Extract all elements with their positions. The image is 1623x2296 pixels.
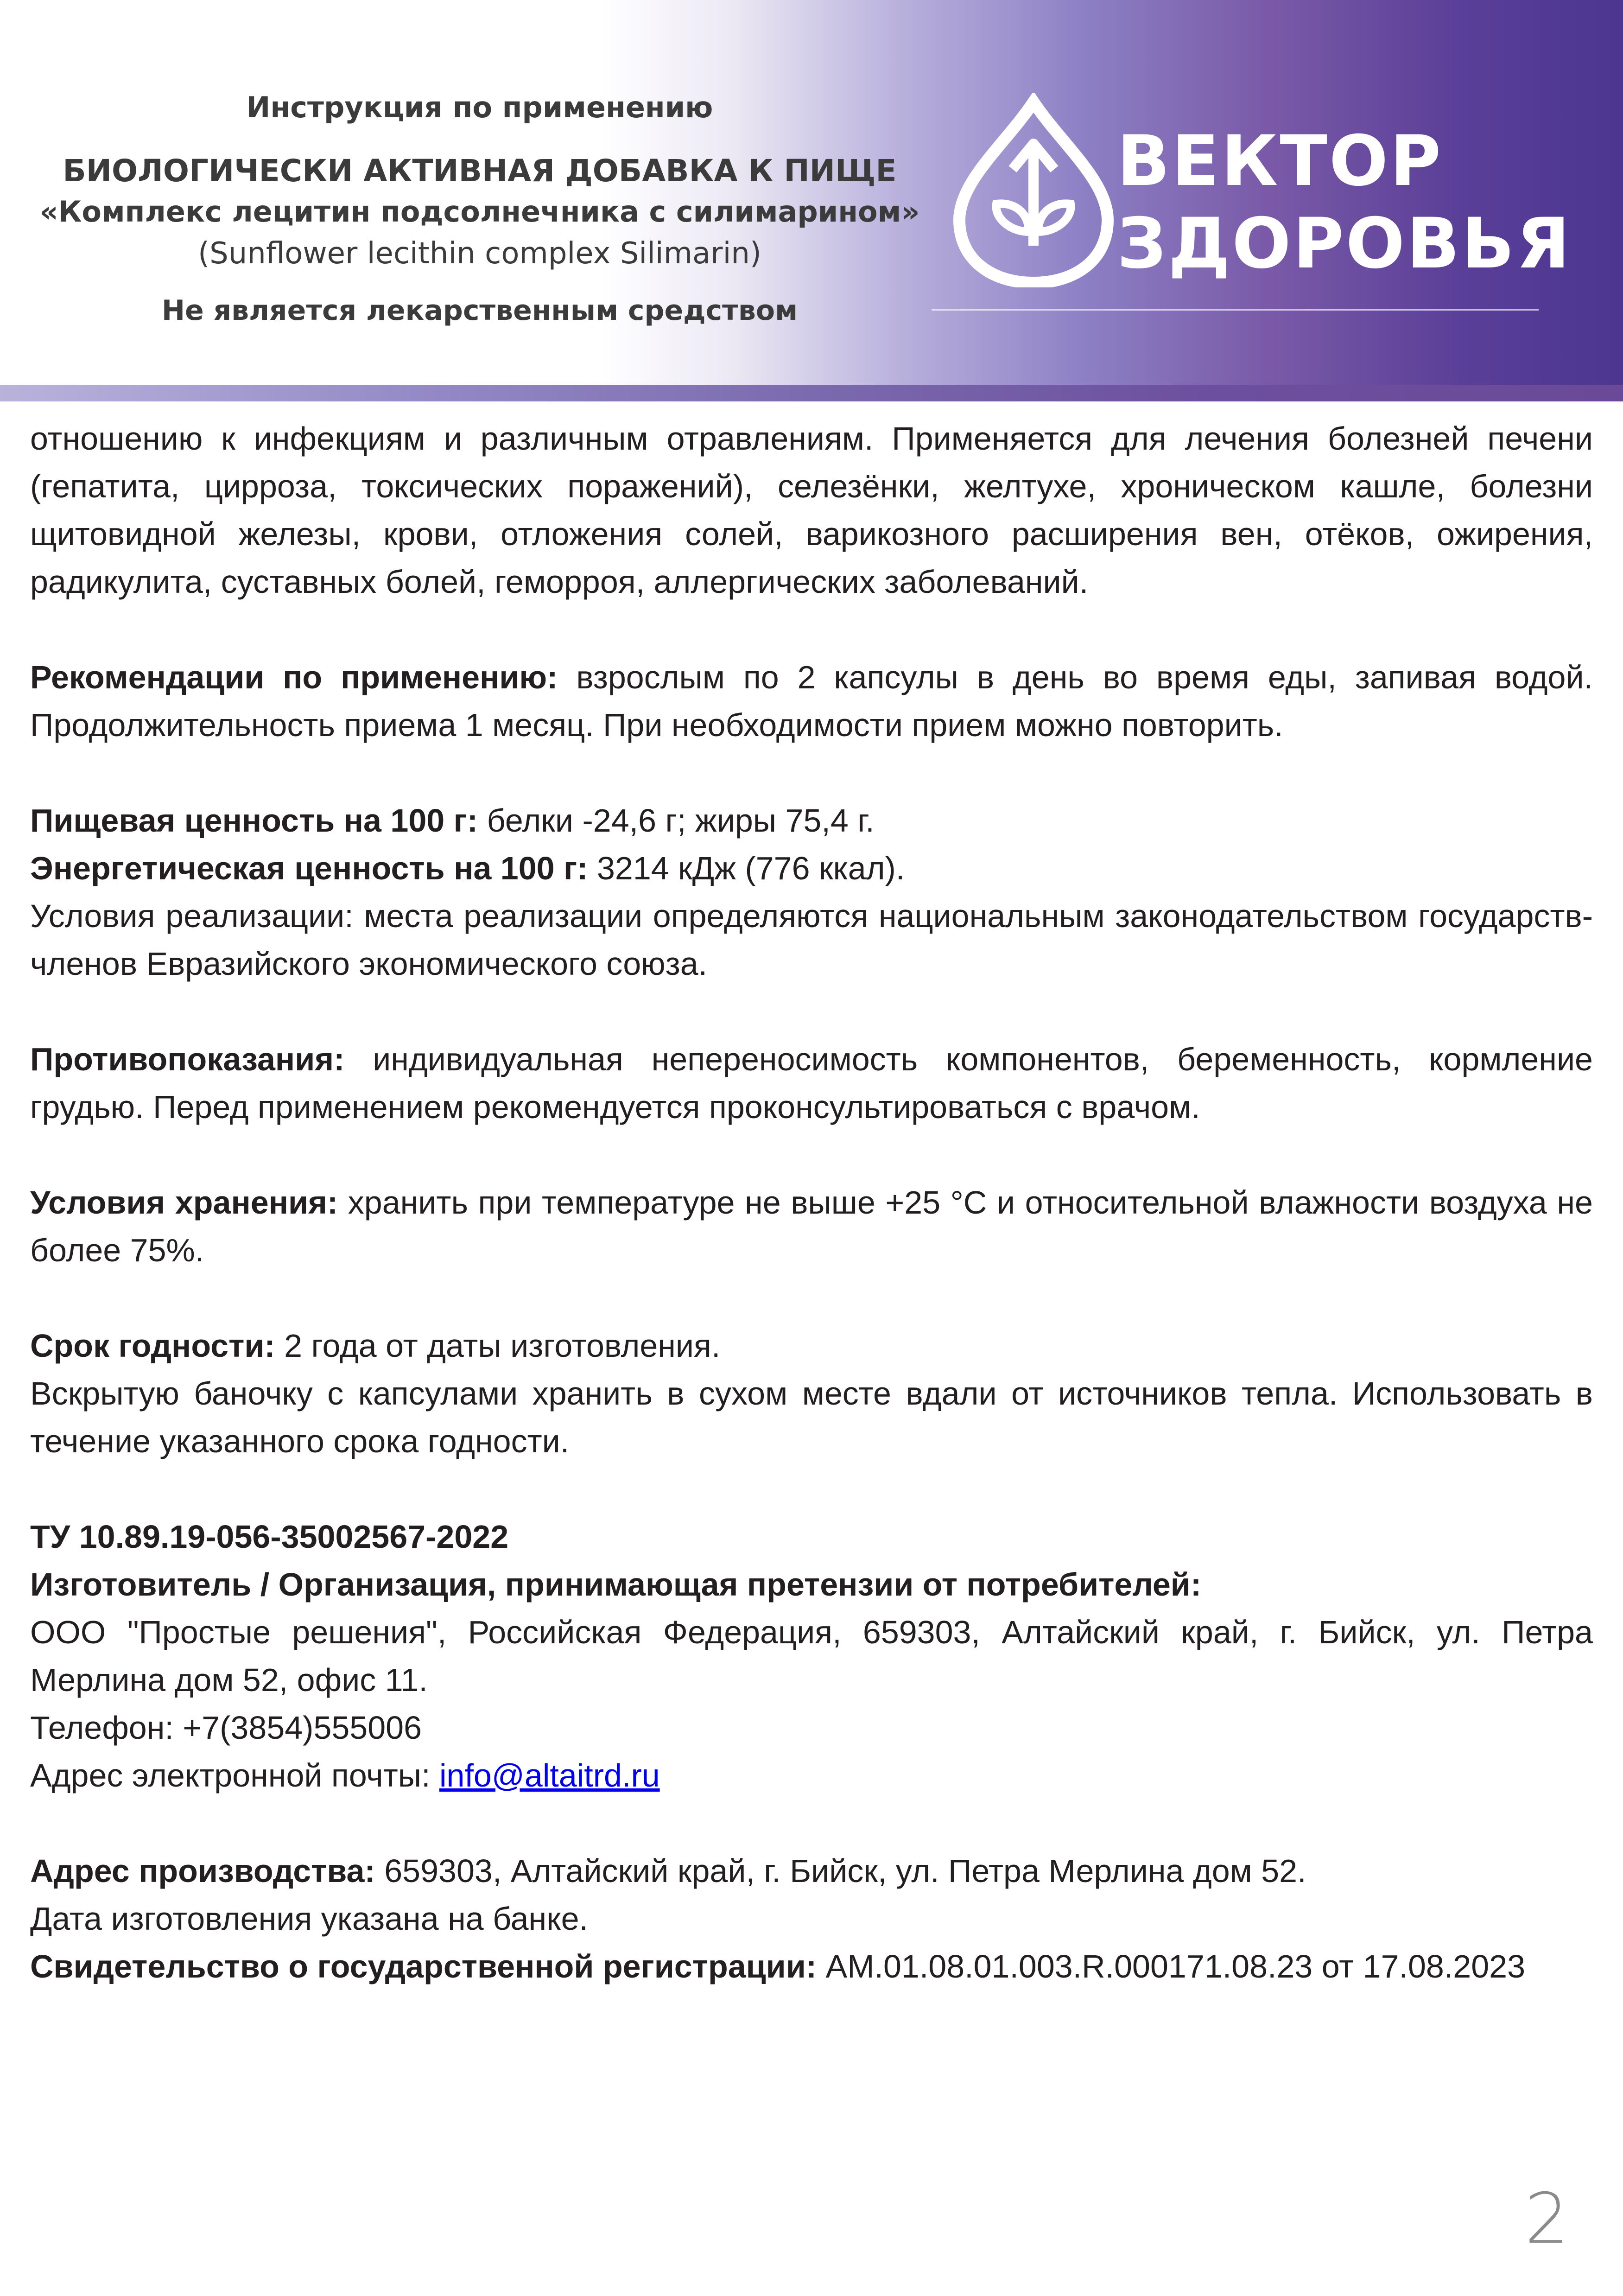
page-header xyxy=(0,0,1623,385)
product-name-en: (Sunflower lecithin complex Silimarin) xyxy=(198,236,761,271)
nutrition-label: Пищевая ценность на 100 г: xyxy=(30,802,478,839)
energy-text: 3214 кДж (776 ккал). xyxy=(588,850,905,886)
product-name-ru: «Комплекс лецитин подсолнечника с силимарином» xyxy=(39,195,920,229)
instruction-heading: Инструкция по применению xyxy=(246,90,713,124)
production-line xyxy=(30,1847,1593,1895)
energy-line xyxy=(30,845,1593,892)
product-category: БИОЛОГИЧЕСКИ АКТИВНАЯ ДОБАВКА К ПИЩЕ xyxy=(63,153,897,189)
production-text: 659303, Алтайский край, г. Бийск, ул. Петра Мерлина дом 52. xyxy=(375,1853,1306,1889)
instruction-body xyxy=(30,415,1593,1991)
email-line xyxy=(30,1752,1593,1800)
email-link[interactable]: info@altaitrd.ru xyxy=(439,1757,660,1794)
opened-note-paragraph: Вскрытую баночку с капсулами хранить в сухом месте вдали от источников тепла. Использовать в течение указанного срока годности. xyxy=(30,1375,1593,1459)
brand-divider xyxy=(932,309,1539,311)
recommend-paragraph xyxy=(30,654,1593,749)
certificate-label: Свидетельство о государственной регистрации: xyxy=(30,1948,817,1984)
brand-line-1: ВЕКТОР xyxy=(1117,121,1443,202)
storage-label: Условия хранения: xyxy=(30,1184,338,1221)
recommend-text: взрослым по 2 капсулы в день во время еды, запивая водой. Продолжительность приема 1 месяц. При необходимости прием можно повторить. xyxy=(30,659,1593,743)
contra-label: Противопоказания: xyxy=(30,1041,345,1077)
nutrition-line xyxy=(30,797,1593,845)
brand-name xyxy=(1117,121,1572,284)
storage-paragraph xyxy=(30,1179,1593,1274)
shelf-text: 2 года от даты изготовления. xyxy=(275,1328,721,1364)
shelf-label: Срок годности: xyxy=(30,1328,275,1364)
brand-line-2: ЗДОРОВЬЯ xyxy=(1117,203,1572,284)
contra-paragraph xyxy=(30,1036,1593,1131)
nutrition-text: белки -24,6 г; жиры 75,4 г. xyxy=(478,802,875,839)
not-medicine-note: Не является лекарственным средством xyxy=(161,294,798,327)
certificate-paragraph xyxy=(30,1943,1593,1991)
tu-code: ТУ 10.89.19-056-35002567-2022 xyxy=(30,1519,509,1555)
shelf-line xyxy=(30,1322,1593,1370)
storage-text: хранить при температуре не выше +25 °С и относительной влажности воздуха не более 75%. xyxy=(30,1184,1593,1268)
sale-conditions-paragraph: Условия реализации: места реализации определяются национальным законодательством государств-членов Евразийского экономического союза. xyxy=(30,898,1593,982)
recommend-label: Рекомендации по применению: xyxy=(30,659,558,695)
header-color-band xyxy=(0,385,1623,401)
production-label: Адрес производства: xyxy=(30,1853,375,1889)
email-label: Адрес электронной почты: xyxy=(30,1757,439,1794)
mfg-date-note: Дата изготовления указана на банке. xyxy=(30,1901,588,1937)
intro-paragraph: отношению к инфекциям и различным отравлениям. Применяется для лечения болезней печени (гепатита, цирроза, токсических поражений), селезёнки, желтухе, хроническом кашле, болезни щитовидной железы, крови, отложения солей, варикозного расширения вен, отёков, ожирения, радикулита, суставных болей, геморроя, аллергических заболеваний. xyxy=(30,420,1593,600)
phone-line: Телефон: +7(3854)555006 xyxy=(30,1710,422,1746)
certificate-text: AM.01.08.01.003.R.000171.08.23 от 17.08.2023 xyxy=(817,1948,1526,1984)
energy-label: Энергетическая ценность на 100 г: xyxy=(30,850,588,886)
contra-text: индивидуальная непереносимость компонентов, беременность, кормление грудью. Перед применением рекомендуется проконсультироваться с врачом. xyxy=(30,1041,1593,1125)
maker-label: Изготовитель / Организация, принимающая претензии от потребителей: xyxy=(30,1566,1202,1603)
brand-drop-icon xyxy=(945,93,1122,287)
page-number: 2 xyxy=(1525,2179,1569,2259)
maker-address: ООО "Простые решения", Российская Федерация, 659303, Алтайский край, г. Бийск, ул. Петра Мерлина дом 52, офис 11. xyxy=(30,1614,1593,1698)
